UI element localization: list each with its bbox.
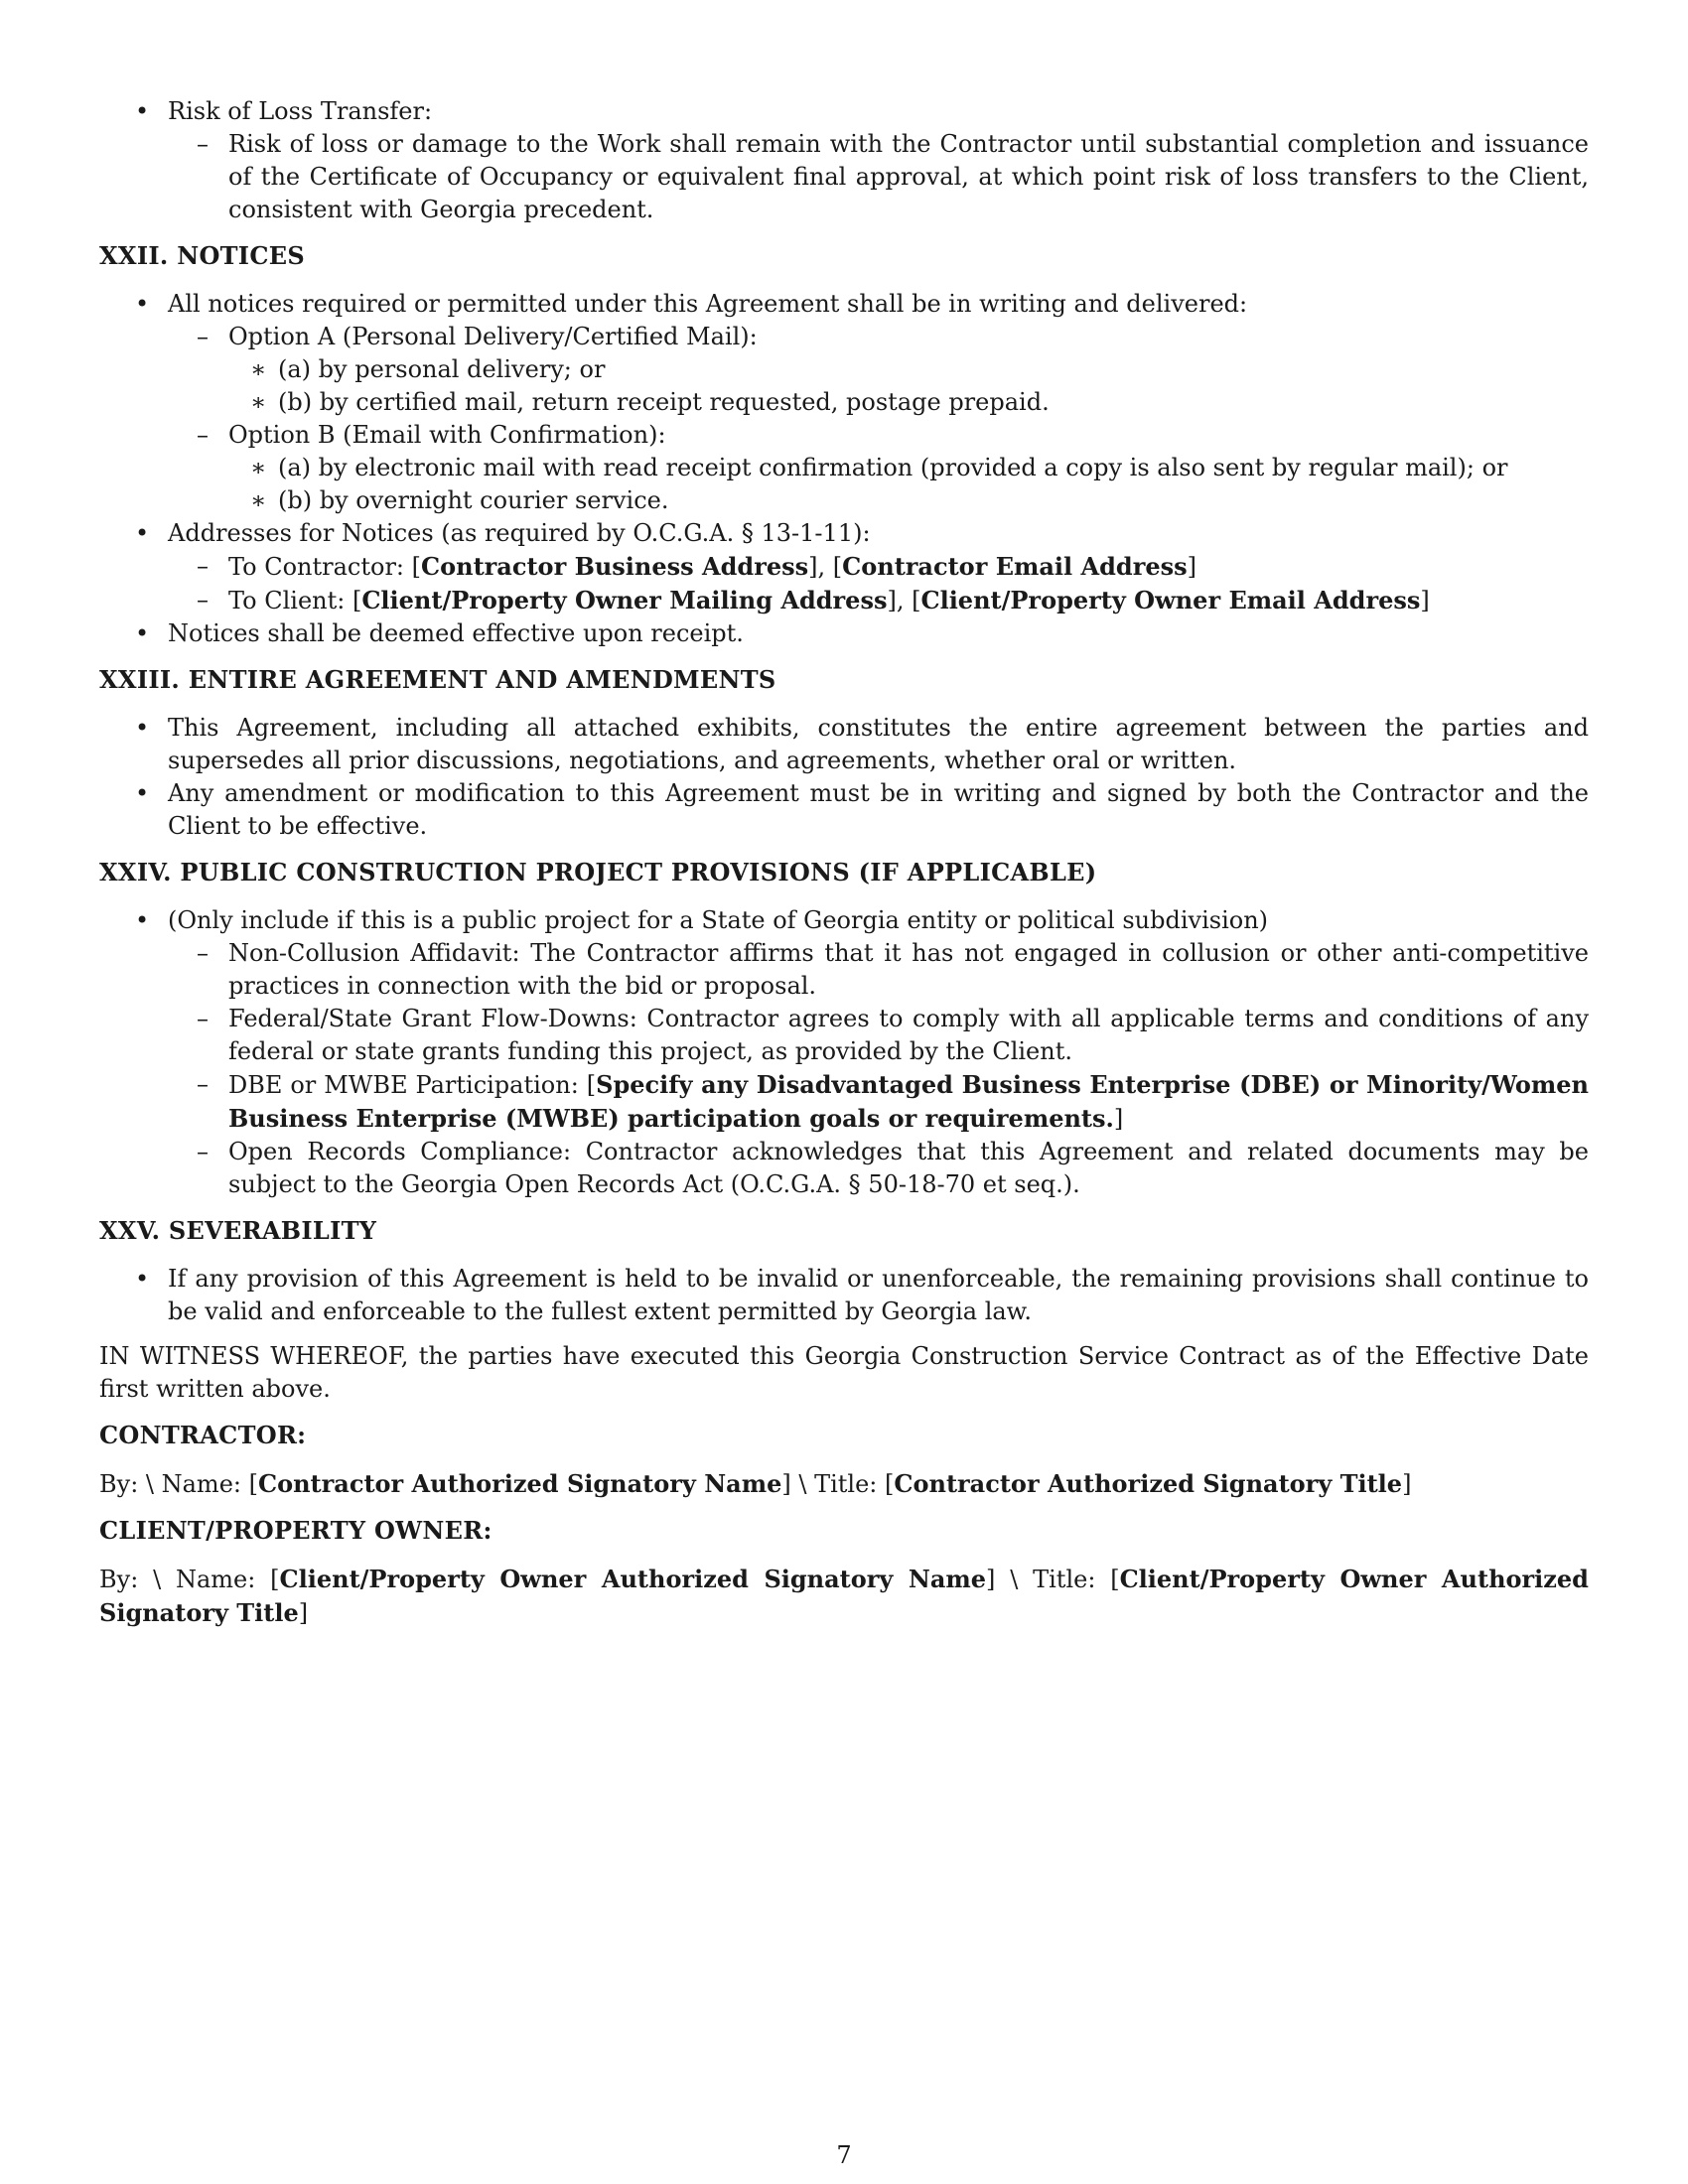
list-item: • Addresses for Notices (as required by O.C.G.A. § 13-1-11):: [99, 517, 1589, 550]
dash-icon: –: [197, 586, 209, 614]
bullet-icon: •: [135, 906, 150, 934]
list-item: – Option A (Personal Delivery/Certified Mail):: [99, 321, 1589, 353]
list-item: • Notices shall be deemed effective upon receipt.: [99, 617, 1589, 650]
contractor-business-address: Contractor Business Address: [421, 552, 809, 581]
bullet-icon: •: [135, 519, 150, 547]
list-item: – Non-Collusion Affidavit: The Contractor affirms that it has not engaged in collusion or other anti-competitive practices in connection with the bid or proposal.: [197, 939, 1589, 1000]
contractor-email-address: Contractor Email Address: [842, 552, 1188, 581]
dash-icon: –: [197, 1138, 209, 1165]
dash-icon: –: [197, 323, 209, 350]
bullet-icon: •: [135, 619, 150, 647]
bullet-icon: •: [135, 714, 150, 742]
dash-icon: –: [197, 1070, 209, 1098]
section-heading-notices: XXII. NOTICES: [99, 241, 305, 270]
dash-icon: –: [197, 939, 209, 967]
list-item: – Option B (Email with Confirmation):: [99, 419, 1589, 452]
list-item: [99, 95, 1589, 128]
asterisk-icon: ∗: [250, 454, 267, 481]
dash-icon: –: [197, 421, 209, 449]
contractor-heading: CONTRACTOR:: [99, 1421, 307, 1449]
document-page: [99, 95, 1589, 1630]
bullet-icon: •: [135, 97, 150, 125]
dbe-placeholder: Specify any Disadvantaged Business Enterprise (DBE) or Minority/Women Business Enterprise (MWBE) participation goals or requirements.: [228, 1070, 1589, 1133]
bullet-icon: •: [135, 1265, 150, 1293]
list-item: – To Contractor: [Contractor Business Address], [Contractor Email Address]: [197, 552, 1197, 581]
client-mailing-address: Client/Property Owner Mailing Address: [361, 586, 888, 614]
list-item: – DBE or MWBE Participation: [Specify any Disadvantaged Business Enterprise (DBE) or Minority/Women Business Enterprise (MWBE) participation goals or requirements.]: [197, 1070, 1589, 1133]
witness-paragraph: IN WITNESS WHEREOF, the parties have executed this Georgia Construction Service Contract as of the Effective Date first written above.: [99, 1342, 1589, 1403]
client-signatory-title: Client/Property Owner Authorized Signatory Title: [99, 1565, 1589, 1627]
list-item: ∗ (a) by personal delivery; or: [99, 353, 1589, 386]
risk-of-loss-label: Risk of Loss Transfer:: [168, 97, 433, 125]
risk-of-loss-text: Risk of loss or damage to the Work shall remain with the Contractor until substantial completion and issuance of the Certificate of Occupancy or equivalent final approval, at which point risk of loss transfers to the Client, consistent with Georgia precedent.: [228, 130, 1589, 223]
list-item: – Open Records Compliance: Contractor acknowledges that this Agreement and related documents may be subject to the Georgia Open Records Act (O.C.G.A. § 50-18-70 et seq.).: [197, 1138, 1589, 1198]
list-item: ∗ (b) by overnight courier service.: [99, 484, 1589, 517]
list-item: • (Only include if this is a public project for a State of Georgia entity or political subdivision): [99, 904, 1589, 937]
client-heading: CLIENT/PROPERTY OWNER:: [99, 1516, 492, 1545]
asterisk-icon: ∗: [250, 388, 267, 416]
contractor-signature-line: By: \ Name: [Contractor Authorized Signatory Name] \ Title: [Contractor Authorized Signatory Title]: [99, 1469, 1412, 1498]
dash-icon: –: [197, 1005, 209, 1032]
client-signature-line: By: \ Name: [Client/Property Owner Authorized Signatory Name] \ Title: [Client/Property Owner Authorized Signatory Title]: [99, 1565, 1589, 1627]
dash-icon: –: [197, 552, 209, 580]
bullet-icon: •: [135, 290, 150, 318]
section-heading-public-construction: XXIV. PUBLIC CONSTRUCTION PROJECT PROVISIONS (IF APPLICABLE): [99, 858, 1097, 887]
list-item: • All notices required or permitted under this Agreement shall be in writing and delivered:: [99, 288, 1589, 321]
list-item: • Any amendment or modification to this Agreement must be in writing and signed by both the Contractor and the Client to be effective.: [135, 779, 1589, 840]
list-item: – Federal/State Grant Flow-Downs: Contractor agrees to comply with all applicable terms and conditions of any federal or state grants funding this project, as provided by the Client.: [197, 1005, 1589, 1065]
asterisk-icon: ∗: [250, 355, 267, 383]
list-item: – To Client: [Client/Property Owner Mailing Address], [Client/Property Owner Email Address]: [197, 586, 1430, 614]
list-item: ∗ (b) by certified mail, return receipt requested, postage prepaid.: [99, 386, 1589, 419]
bullet-icon: •: [135, 779, 150, 807]
client-signatory-name: Client/Property Owner Authorized Signatory Name: [279, 1565, 987, 1593]
list-item: • This Agreement, including all attached exhibits, constitutes the entire agreement between the parties and supersedes all prior discussions, negotiations, and agreements, whether oral or written.: [135, 714, 1589, 774]
list-item: • If any provision of this Agreement is held to be invalid or unenforceable, the remaining provisions shall continue to be valid and enforceable to the fullest extent permitted by Georgia law.: [135, 1265, 1589, 1325]
list-item: [99, 128, 1589, 226]
list-item: ∗ (a) by electronic mail with read receipt confirmation (provided a copy is also sent by regular mail); or: [99, 452, 1589, 484]
section-heading-entire-agreement: XXIII. ENTIRE AGREEMENT AND AMENDMENTS: [99, 665, 776, 694]
client-email-address: Client/Property Owner Email Address: [920, 586, 1421, 614]
page-number: 7: [836, 2141, 852, 2169]
section-heading-severability: XXV. SEVERABILITY: [99, 1216, 377, 1245]
dash-icon: –: [197, 130, 209, 158]
contractor-signatory-title: Contractor Authorized Signatory Title: [894, 1469, 1403, 1498]
asterisk-icon: ∗: [250, 486, 267, 514]
contractor-signatory-name: Contractor Authorized Signatory Name: [257, 1469, 782, 1498]
